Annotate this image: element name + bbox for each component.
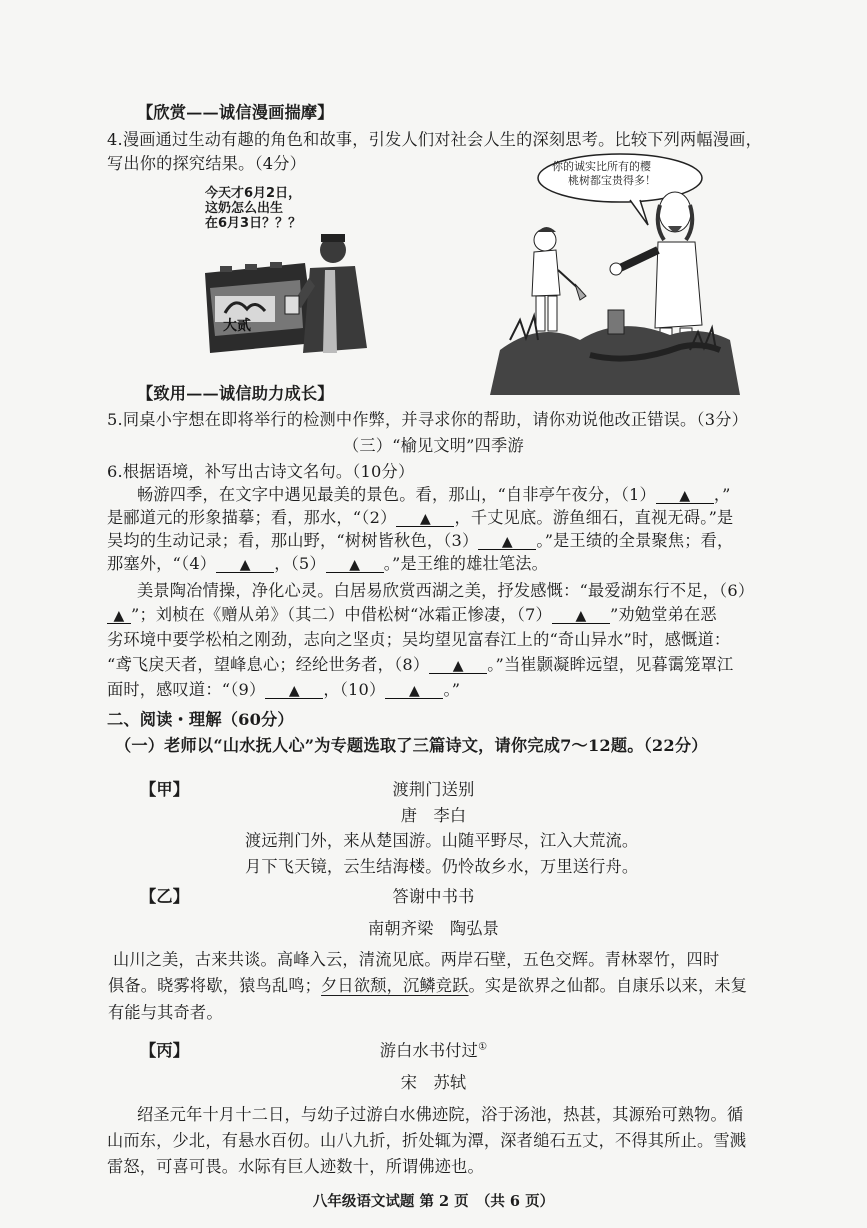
q6-p1-line-2: 是郦道元的形象描摹；看，那水，“（2） ▲ ，千丈见底。游鱼细石，直视无碍。”是 xyxy=(107,508,734,527)
question-4-line-1: 4.漫画通过生动有趣的角色和故事，引发人们对社会人生的深刻思考。比较下列两幅漫画， xyxy=(107,130,762,149)
question-5: 5.同桌小宇想在即将举行的检测中作弊，并寻求你的帮助，请你劝说他改正错误。（3分） xyxy=(107,410,748,429)
text-bing-title: 游白水书付过① xyxy=(379,1041,488,1060)
text-jia-tag: 【甲】 xyxy=(140,780,190,799)
blank-1[interactable]: ▲ xyxy=(656,487,714,504)
q6-p2-line-3: 劣环境中要学松柏之刚劲，志向之坚贞；吴均望见富春江上的“奇山异水”时，感慨道： xyxy=(107,630,731,649)
cartoon-caption-line-2: 这奶怎么出生 xyxy=(205,201,284,216)
milk-box-label: 大贰 xyxy=(223,318,251,334)
text-yi-line-1: 山川之美，古来共谈。高峰入云，清流见底。两岸石壁，五色交辉。青林翠竹，四时 xyxy=(113,950,720,969)
text-yi-line-2: 俱备。晓雾将歇，猿鸟乱鸣；夕日欲颓，沉鳞竞跃。实是欲界之仙都。自康乐以来，未复 xyxy=(108,976,748,995)
q6-p1-line-1: 畅游四季，在文字中遇见最美的景色。看，那山，“自非亭午夜分，（1） ▲ ，” xyxy=(137,485,731,504)
page-footer: 八年级语文试题 第 2 页 （共 6 页） xyxy=(312,1193,555,1210)
text-jia-title: 渡荆门送别 xyxy=(392,780,475,799)
blank-6[interactable]: ▲ xyxy=(107,607,131,624)
text-yi-tag: 【乙】 xyxy=(140,887,190,906)
text-yi-author: 南朝齐梁 陶弘景 xyxy=(367,919,500,938)
part-3-title: （三）“榆见文明”四季游 xyxy=(343,436,524,455)
question-4-line-2: 写出你的探究结果。（4分） xyxy=(107,154,307,173)
text-yi-title: 答谢中书书 xyxy=(392,887,475,906)
text-jia-line-2: 月下飞天镜，云生结海楼。仍怜故乡水，万里送行舟。 xyxy=(245,857,639,876)
part-2-sub-heading: （一）老师以“山水抚人心”为专题选取了三篇诗文，请你完成7～12题。（22分） xyxy=(115,736,708,755)
blank-10[interactable]: ▲ xyxy=(385,682,443,699)
blank-2[interactable]: ▲ xyxy=(396,510,454,527)
section-heading-apply: 【致用——诚信助力成长】 xyxy=(137,384,334,403)
text-bing-line-1: 绍圣元年十月十二日，与幼子过游白水佛迹院，浴于汤池，热甚，其源殆可熟物。循 xyxy=(137,1105,744,1124)
blank-8[interactable]: ▲ xyxy=(429,657,487,674)
blank-9[interactable]: ▲ xyxy=(265,682,323,699)
q6-p1-line-4: 那塞外，“（4） ▲ ，（5） ▲ 。”是王维的雄壮笔法。 xyxy=(107,554,549,573)
text-bing-line-3: 雷怒，可喜可畏。水际有巨人迹数十，所谓佛迹也。 xyxy=(107,1157,484,1176)
q6-p2-line-1: 美景陶冶情操，净化心灵。白居易欣赏西湖之美，抒发感慨：“最爱湖东行不足，（6） xyxy=(137,581,755,600)
underlined-phrase: 夕日欲颓，沉鳞竞跃 xyxy=(321,976,469,995)
footnote-marker: ① xyxy=(478,1041,488,1053)
text-jia-line-1: 渡远荆门外，来从楚国游。山随平野尽，江入大荒流。 xyxy=(245,831,639,850)
q6-p2-line-5: 面时，感叹道：“（9） ▲ ，（10） ▲ 。” xyxy=(107,680,461,699)
question-6-intro: 6.根据语境，补写出古诗文名句。（10分） xyxy=(107,462,415,481)
cartoon-caption-line-1: 今天才6月2日， xyxy=(205,186,302,201)
cartoon-caption-line-3: 在6月3日？？？ xyxy=(205,216,302,231)
text-bing-author: 宋 苏轼 xyxy=(400,1073,467,1092)
blank-4[interactable]: ▲ xyxy=(216,556,274,573)
q6-p2-line-4: “鸢飞戾天者，望峰息心；经纶世务者，（8） ▲ 。”当崔颢凝眸远望，见暮霭笼罩江 xyxy=(107,655,734,674)
blank-7[interactable]: ▲ xyxy=(552,607,610,624)
text-yi-line-3: 有能与其奇者。 xyxy=(108,1003,223,1022)
part-2-heading: 二、阅读・理解（60分） xyxy=(107,710,294,729)
blank-5[interactable]: ▲ xyxy=(326,556,384,573)
cartoon-milk-date xyxy=(185,178,405,378)
blank-3[interactable]: ▲ xyxy=(478,533,536,550)
cartoon-cherry-tree xyxy=(490,150,740,395)
text-jia-author: 唐 李白 xyxy=(400,806,467,825)
q6-p2-line-2: ▲ ”；刘桢在《赠从弟》（其二）中借松树“冰霜正惨凄，（7） ▲ ”劝勉堂弟在恶 xyxy=(107,601,717,625)
cartoon-bubble-line-1: 你的诚实比所有的樱 xyxy=(552,160,651,173)
text-bing-tag: 【丙】 xyxy=(140,1041,190,1060)
text-bing-line-2: 山而东，少北，有悬水百仞。山八九折，折处辄为潭，深者缒石五丈，不得其所止。雪溅 xyxy=(107,1131,747,1150)
cartoon-bubble-line-2: 桃树都宝贵得多！ xyxy=(568,174,656,187)
q6-p1-line-3: 吴均的生动记录；看，那山野，“树树皆秋色，（3） ▲ 。”是王绩的全景聚焦；看， xyxy=(107,531,734,550)
section-heading-appreciate: 【欣赏——诚信漫画揣摩】 xyxy=(137,103,334,122)
